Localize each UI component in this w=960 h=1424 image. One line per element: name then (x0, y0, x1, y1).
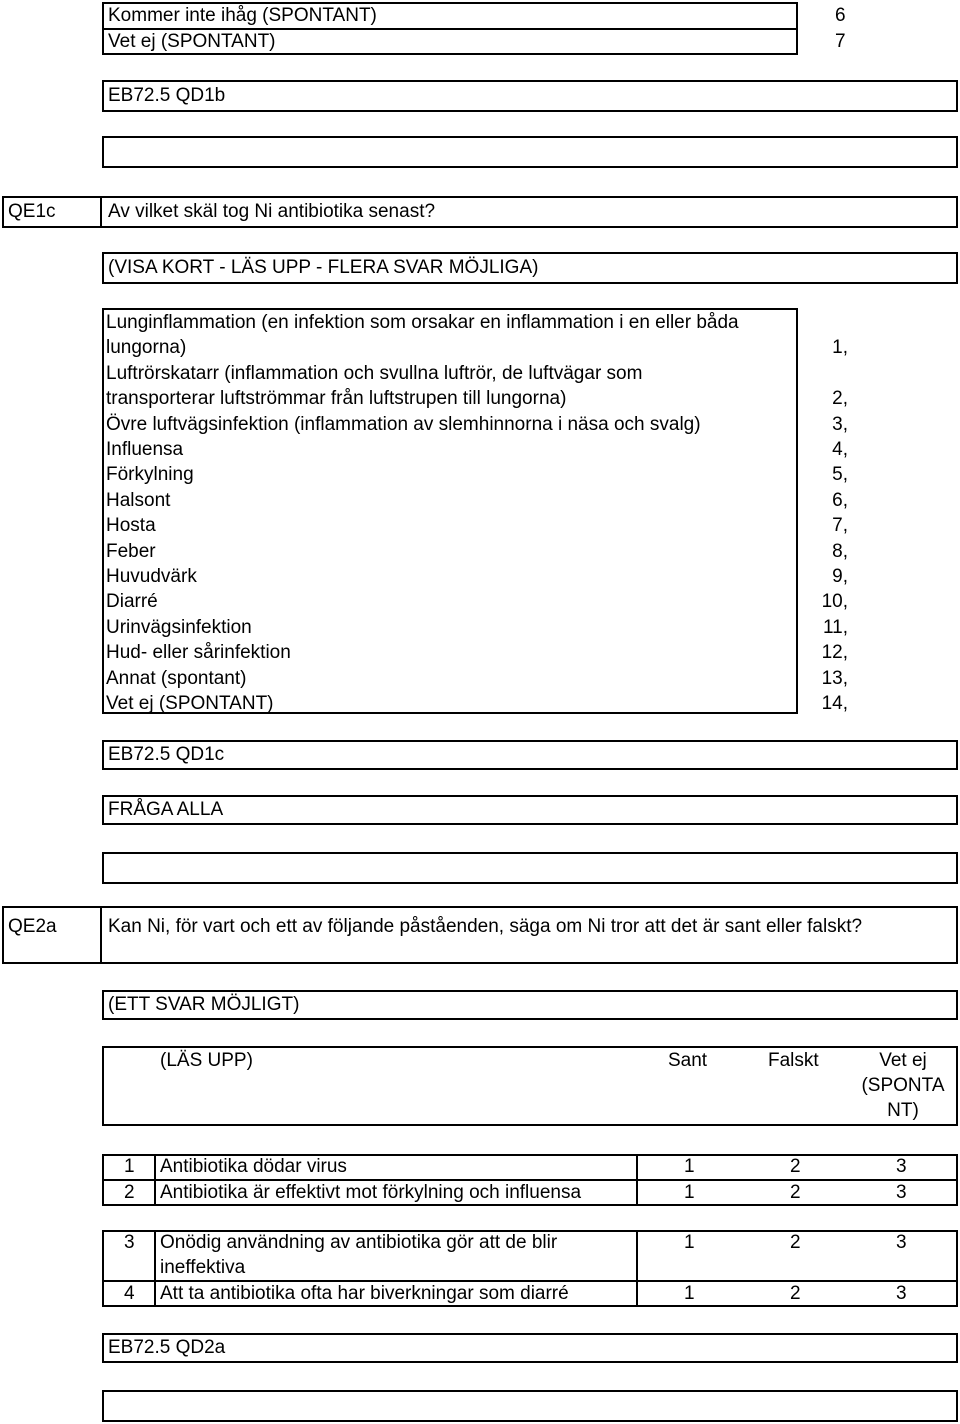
option-code: 10, (821, 591, 848, 613)
option-label: Halsont (106, 489, 171, 511)
answer-code-falskt: 2 (790, 1156, 801, 1177)
option-label: lungorna) (106, 337, 187, 359)
header-sant: Sant (668, 1050, 708, 1071)
option-code: 11, (822, 616, 848, 638)
header-falskt: Falskt (768, 1050, 819, 1071)
answer-code-falskt: 2 (790, 1182, 801, 1203)
option-code: 1, (832, 337, 848, 359)
reference-label: EB72.5 QD1c (108, 744, 225, 765)
answer-code-vetej: 3 (896, 1156, 907, 1177)
empty-box (102, 852, 958, 884)
option-label: Övre luftvägsinfektion (inflammation av slemhinnorna i näsa och svalg) (106, 413, 701, 435)
option-label: Huvudvärk (106, 566, 197, 587)
statement-number: 1 (124, 1156, 135, 1177)
option-label: Feber (106, 540, 156, 562)
reference-label: EB72.5 QD1b (108, 85, 226, 106)
header-vetej-line: (SPONTA (861, 1075, 945, 1096)
option-label: Luftrörskatarr (inflammation och svullna luftrör, de luftvägar som (106, 362, 643, 384)
statement-number: 4 (124, 1283, 135, 1304)
answer-code-sant: 1 (684, 1232, 695, 1253)
question-id: QE1c (8, 201, 56, 222)
option-code: 4, (832, 439, 848, 460)
option-label: Vet ej (SPONTANT) (108, 31, 276, 52)
option-label: transporterar luftströmmar från luftstrupen till lungorna) (106, 388, 567, 410)
statement-text: Att ta antibiotika ofta har biverkningar som diarré (160, 1283, 569, 1304)
statement-number: 3 (124, 1232, 135, 1253)
option-label: Hud- eller sårinfektion (106, 642, 291, 664)
answer-code-falskt: 2 (790, 1232, 801, 1253)
reference-box (102, 740, 958, 770)
option-code: 12, (821, 642, 848, 664)
reference-box (102, 1333, 958, 1363)
option-label: Lunginflammation (en infektion som orsakar en inflammation i en eller båda (106, 312, 739, 333)
instruction-text: (ETT SVAR MÖJLIGT) (108, 994, 300, 1015)
empty-box (102, 1390, 958, 1422)
option-code: 9, (832, 566, 848, 587)
option-code: 2, (832, 388, 848, 410)
option-label: Kommer inte ihåg (SPONTANT) (108, 5, 377, 26)
question-text: Av vilket skäl tog Ni antibiotika senast? (108, 201, 436, 222)
answer-code-vetej: 3 (896, 1283, 907, 1304)
reference-label: EB72.5 QD2a (108, 1337, 226, 1358)
option-label: Förkylning (106, 464, 194, 486)
answer-code-sant: 1 (684, 1283, 695, 1304)
question-id-divider (100, 196, 102, 228)
instruction-text: (VISA KORT - LÄS UPP - FLERA SVAR MÖJLIGA) (108, 257, 539, 278)
statement-text: ineffektiva (160, 1257, 246, 1278)
statement-number: 2 (124, 1182, 135, 1203)
note-text: FRÅGA ALLA (108, 799, 224, 820)
answer-code-sant: 1 (684, 1156, 695, 1177)
option-code: 5, (832, 464, 848, 486)
option-code: 13, (821, 667, 848, 689)
statement-text: Antibiotika är effektivt mot förkylning och influensa (160, 1182, 582, 1203)
statement-text: Onödig användning av antibiotika gör att de blir (160, 1232, 558, 1253)
answer-code-vetej: 3 (896, 1182, 907, 1203)
table-row-divider (102, 1280, 958, 1282)
reference-box (102, 80, 958, 112)
option-label: Annat (spontant) (106, 667, 247, 689)
option-label: Vet ej (SPONTANT) (106, 693, 274, 714)
option-code: 14, (821, 693, 848, 714)
answer-code-falskt: 2 (790, 1283, 801, 1304)
option-label: Urinvägsinfektion (106, 616, 252, 638)
table-column-divider (154, 1230, 156, 1307)
answer-code-sant: 1 (684, 1182, 695, 1203)
option-code: 3, (832, 413, 848, 435)
question-text: Kan Ni, för vart och ett av följande påståenden, säga om Ni tror att det är sant eller falskt? (108, 916, 863, 937)
question-id: QE2a (8, 916, 57, 937)
option-code: 6 (835, 5, 846, 26)
top-options-divider (102, 28, 798, 30)
note-box (102, 795, 958, 825)
option-label: Influensa (106, 439, 184, 460)
table-row-divider (102, 1179, 958, 1181)
option-code: 6, (832, 489, 848, 511)
statement-text: Antibiotika dödar virus (160, 1156, 347, 1177)
answer-code-vetej: 3 (896, 1232, 907, 1253)
header-vetej-line: Vet ej (879, 1050, 927, 1071)
option-code: 8, (832, 540, 848, 562)
option-label: Hosta (106, 515, 156, 537)
option-code: 7, (832, 515, 848, 537)
question-id-divider (100, 906, 102, 964)
option-label: Diarré (106, 591, 158, 613)
header-vetej-line: NT) (887, 1100, 919, 1121)
empty-box (102, 136, 958, 168)
table-column-divider (636, 1230, 638, 1307)
option-code: 7 (835, 31, 846, 52)
header-read: (LÄS UPP) (160, 1050, 253, 1071)
